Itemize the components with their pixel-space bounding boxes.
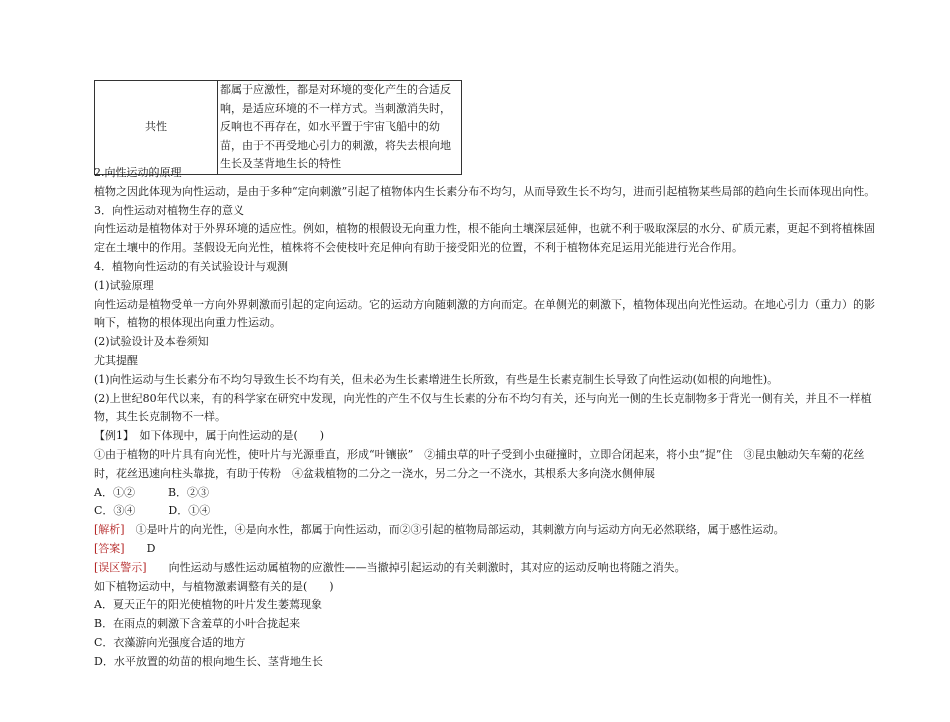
comparison-table: [94, 80, 462, 175]
paragraph: (2)上世纪80年代以来，有的科学家在研究中发现，向光性的产生不仅与生长素的分布不均匀有关，还与向光一侧的生长克制物多于背光一侧有关，并且不一样植物，其生长克制物不一样。: [94, 391, 872, 424]
option-b: B．在雨点的刺激下含羞草的小叶合拢起来: [94, 617, 301, 631]
paragraph: (1)向性运动与生长素分布不均匀导致生长不均有关，但未必为生长素增进生长所致，有些是生长素克制生长导致了向性运动(如根的向地性)。: [94, 372, 779, 386]
paragraph: 向性运动是植物受单一方向外界刺激而引起的定向运动。它的运动方向随刺激的方向而定。在单侧光的刺激下，植物体现出向光性运动。在地心引力（重力）的影响下，植物的根体现出向重力性运动。: [94, 297, 875, 330]
answer-text: D: [124, 541, 156, 555]
answer: [94, 540, 884, 559]
option-d: D．水平放置的幼苗的根向地生长、茎背地生长: [94, 654, 323, 668]
table-row-content: 都属于应激性，都是对环境的变化产生的合适反响，是适应环境的不一样方式。当刺激消失时，反响也不再存在，如水平置于宇宙飞船中的幼苗，由于不再受地心引力的刺激，将失去根向地生长及茎背地生长的特性: [218, 81, 462, 175]
analysis-text: ①是叶片的向光性，④是向水性，都属于向性运动，而②③引起的植物局部运动，其刺激方向与运动方向无必然联络，属于感性运动。: [124, 523, 785, 537]
example-question: 【例1】 如下体现中，属于向性运动的是( ): [94, 429, 325, 443]
paragraph: 植物之因此体现为向性运动，是由于多种“定向刺激”引起了植物体内生长素分布不均匀，从而导致生长不均匀，进而引起植物某些局部的趋向生长而体现出向性。: [94, 184, 876, 198]
heading-principle: 2.向性运动的原理: [94, 166, 182, 179]
practice-question: 如下植物运动中，与植物激素调整有关的是( ): [94, 579, 334, 593]
document-body: [94, 164, 884, 672]
answer-options: A．①② B．②③: [94, 485, 210, 499]
table-row: [95, 81, 462, 175]
warning-text: 向性运动与感性运动属植物的应激性——当撤掉引起运动的有关刺激时，其对应的运动反响也将随之消失。: [146, 560, 686, 574]
option-a: A．夏天正午的阳光使植物的叶片发生萎蔫现象: [94, 598, 322, 612]
answer-options: C．③④ D．①④: [94, 504, 211, 518]
analysis: [94, 521, 884, 540]
subheading: (1)试验原理: [94, 278, 154, 292]
warning: [94, 559, 884, 578]
example-statements: ①由于植物的叶片具有向光性，使叶片与光源垂直，形成“叶镶嵌” ②捕虫草的叶子受到小虫碰撞时，立即合闭起来，将小虫“捉”住 ③昆虫触动矢车菊的花丝时，花丝迅速向柱头靠拢，有助于传粉 ④盆栽植物的二分之一浇水，另二分之一不浇水，其根系大多向浇水侧伸展: [94, 447, 865, 480]
table-row-label: 共性: [95, 81, 218, 175]
subheading: 尤其提醒: [94, 353, 138, 367]
analysis-tag: [解析]: [94, 523, 125, 537]
heading-experiment: 4．植物向性运动的有关试验设计与观测: [94, 259, 288, 273]
answer-tag: [答案]: [94, 541, 125, 555]
warning-tag: [误区警示]: [94, 560, 147, 574]
paragraph: 向性运动是植物体对于外界环境的适应性。例如，植物的根假设无向重力性，根不能向土壤深层延伸，也就不利于吸取深层的水分、矿质元素，更起不到将植株固定在土壤中的作用。茎假设无向光性，植株将不会使枝叶充足伸向有助于接受阳光的位置，不利于植物体充足运用光能进行光合作用。: [94, 222, 875, 255]
subheading: (2)试验设计及本卷须知: [94, 335, 209, 349]
option-c: C．衣藻游向光强度合适的地方: [94, 635, 246, 649]
heading-significance: 3．向性运动对植物生存的意义: [94, 203, 244, 217]
